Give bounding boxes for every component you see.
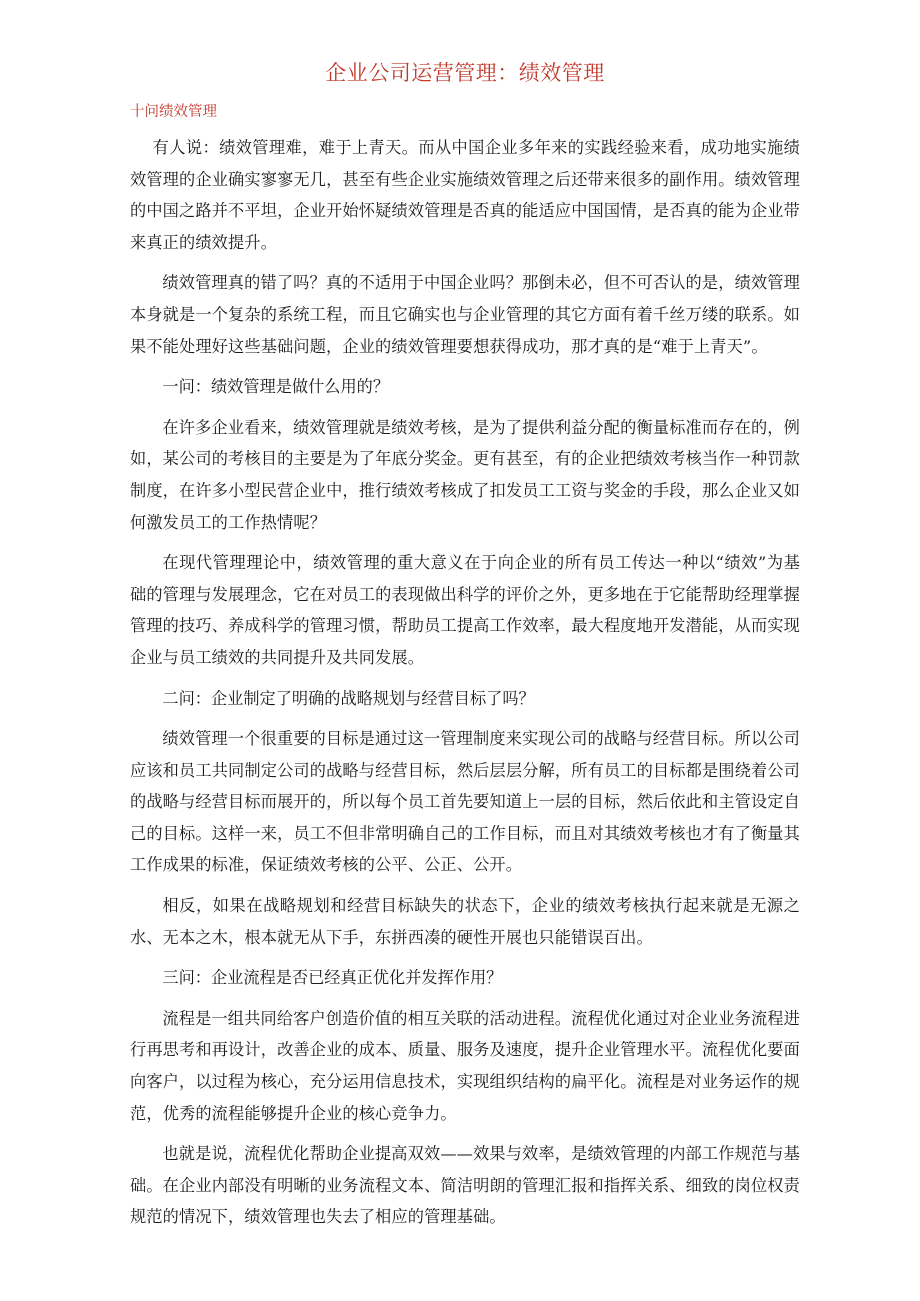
paragraph-body: 也就是说，流程优化帮助企业提高双效——效果与效率，是绩效管理的内部工作规范与基础。在企业内部没有明晰的业务流程文本、简洁明朗的管理汇报和指挥关系、细致的岗位权责规范的情况下，绩效管理也失去了相应的管理基础。 <box>130 1144 800 1227</box>
paragraph-body: 在许多企业看来，绩效管理就是绩效考核，是为了提供利益分配的衡量标准而存在的，例如，某公司的考核目的主要是为了年底分奖金。更有甚至，有的企业把绩效考核当作一种罚款制度，在许多小型民营企业中，推行绩效考核成了扣发员工工资与奖金的手段，那么企业又如何激发员工的工作热情呢？ <box>130 417 800 532</box>
paragraph-body: 流程是一组共同给客户创造价值的相互关联的活动进程。流程优化通过对企业业务流程进行再思考和再设计，改善企业的成本、质量、服务及速度，提升企业管理水平。流程优化要面向客户，以过程为核心，充分运用信息技术，实现组织结构的扁平化。流程是对业务运作的规范，优秀的流程能够提升企业的核心竞争力。 <box>130 1008 800 1123</box>
question-heading-3: 三问：企业流程是否已经真正优化并发挥作用？ <box>162 968 503 988</box>
paragraph-body: 绩效管理一个很重要的目标是通过这一管理制度来实现公司的战略与经营目标。所以公司应该和员工共同制定公司的战略与经营目标，然后层层分解，所有员工的目标都是围绕着公司的战略与经营目标而展开的，所以每个员工首先要知道上一层的目标，然后依此和主管设定自己的目标。这样一来，员工不但非常明确自己的工作目标，而且对其绩效考核也才有了衡量其工作成果的标准，保证绩效考核的公平、公正、公开。 <box>130 729 800 875</box>
document-title: 企业公司运营管理：绩效管理 <box>325 61 605 85</box>
paragraph-body: 绩效管理真的错了吗？真的不适用于中国企业吗？那倒未必，但不可否认的是，绩效管理本身就是一个复杂的系统工程，而且它确实也与企业管理的其它方面有着千丝万缕的联系。如果不能处理好这些基础问题，企业的绩效管理要想获得成功，那才真的是“难于上青天”。 <box>130 273 800 356</box>
paragraph-body: 相反，如果在战略规划和经营目标缺失的状态下，企业的绩效考核执行起来就是无源之水、无本之木，根本就无从下手，东拼西凑的硬性开展也只能错误百出。 <box>130 896 800 947</box>
section-label: 十问绩效管理 <box>130 104 217 120</box>
paragraph-body: 在现代管理理论中，绩效管理的重大意义在于向企业的所有员工传达一种以“绩效”为基础的管理与发展理念，它在对员工的表现做出科学的评价之外，更多地在于它能帮助经理掌握管理的技巧、养成科学的管理习惯，帮助员工提高工作效率，最大程度地开发潜能，从而实现企业与员工绩效的共同提升及共同发展。 <box>130 553 800 667</box>
paragraph-intro: 有人说：绩效管理难，难于上青天。而从中国企业多年来的实践经验来看，成功地实施绩效管理的企业确实寥寥无几，甚至有些企业实施绩效管理之后还带来很多的副作用。绩效管理的中国之路并不平坦，企业开始怀疑绩效管理是否真的能适应中国国情，是否真的能为企业带来真正的绩效提升。 <box>130 138 800 252</box>
question-heading-1: 一问：绩效管理是做什么用的？ <box>162 377 390 397</box>
question-heading-2: 二问：企业制定了明确的战略规划与经营目标了吗？ <box>162 688 535 708</box>
